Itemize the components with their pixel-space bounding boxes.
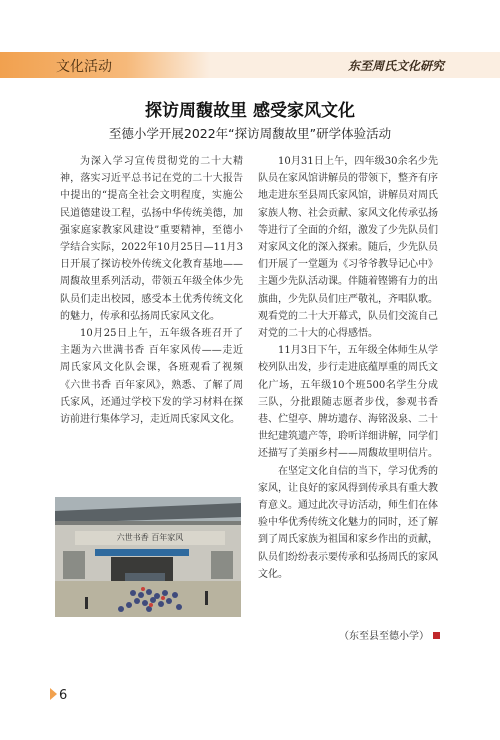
paragraph: 10月31日上午，四年级30余名少先队员在家风馆讲解员的带领下，整齐有序地走进东至县周氏家风馆，讲解员对周氏家族人物、社会贡献、家风文化传承弘扬等进行了全面的介绍，激发了少先队员们对家风文化的深入探索。随后，少先队员们开展了一堂题为《习爷爷教导记心中》主题少先队活动课。伴随着铿锵有力的出旗曲，少先队员们庄严敬礼，齐唱队歌。观看党的二十大开幕式，队员们交流自己对党的二十大的心得感悟。: [258, 156, 438, 340]
right-column: [258, 153, 438, 583]
paragraph: 在坚定文化自信的当下，学习优秀的家风，让良好的家风得到传承具有重大教育意义。通过此次寻访活动，师生们在体验中华优秀传统文化魅力的同时，还了解到了周氏家族为祖国和家乡作出的贡献，队员们纷纷表示要传承和弘扬周氏的家风文化。: [258, 465, 438, 580]
article-subtitle: 至德小学开展2022年“探访周馥故里”研学体验活动: [108, 126, 392, 141]
paragraph: 10月25日上午，五年级各班召开了主题为六世满书香 百年家风传——走近周氏家风文化队会课，各班观看了视频《六世书香 百年家风》，熟悉、了解了周氏家风，还通过学校下发的学习材料在探访前进行集体学习，走近周氏家风文化。: [60, 328, 243, 426]
article-credit: [339, 627, 440, 642]
page-number: 6: [59, 688, 68, 703]
left-column: [60, 153, 243, 428]
page-footer: [50, 688, 67, 703]
activity-photo-illustration: [55, 497, 241, 617]
section-tab: [0, 52, 210, 78]
photo-banner-text: 六世书香 百年家风: [116, 533, 184, 542]
paragraph: 11月3日下午，五年级全体师生从学校列队出发，步行走进底蕴厚重的周氏文化广场，五年级10个班500名学生分成三队，分批跟随志愿者步伐，参观书香巷、伫望亭、牌坊遗存、海铭汲泉、二十世纪建筑遗产等，聆听详细讲解，同学们还描写了美丽乡村——周馥故里明信片。: [258, 345, 438, 460]
section-label: 文化活动: [56, 59, 112, 75]
paragraph: 为深入学习宣传贯彻党的二十大精神，落实习近平总书记在党的二十大报告中提出的“提高全社会文明程度，实施公民道德建设工程，弘扬中华传统美德，加强家庭家教家风建设”重要精神，至德小学结合实际，2022年10月25日—11月3日开展了探访校外传统文化教育基地——周馥故里系列活动，带领五年级全体少先队员们走出校园，感受本土优秀传统文化的魅力，传承和弘扬周氏家风文化。: [60, 156, 243, 322]
article-title: 探访周馥故里 感受家风文化: [145, 101, 355, 121]
activity-photo: [55, 497, 241, 617]
end-mark-square: [433, 632, 440, 639]
credit-text: （东至县至德小学）: [339, 631, 429, 642]
journal-name: 东至周氏文化研究: [347, 59, 444, 73]
page-marker-icon: [50, 688, 57, 700]
